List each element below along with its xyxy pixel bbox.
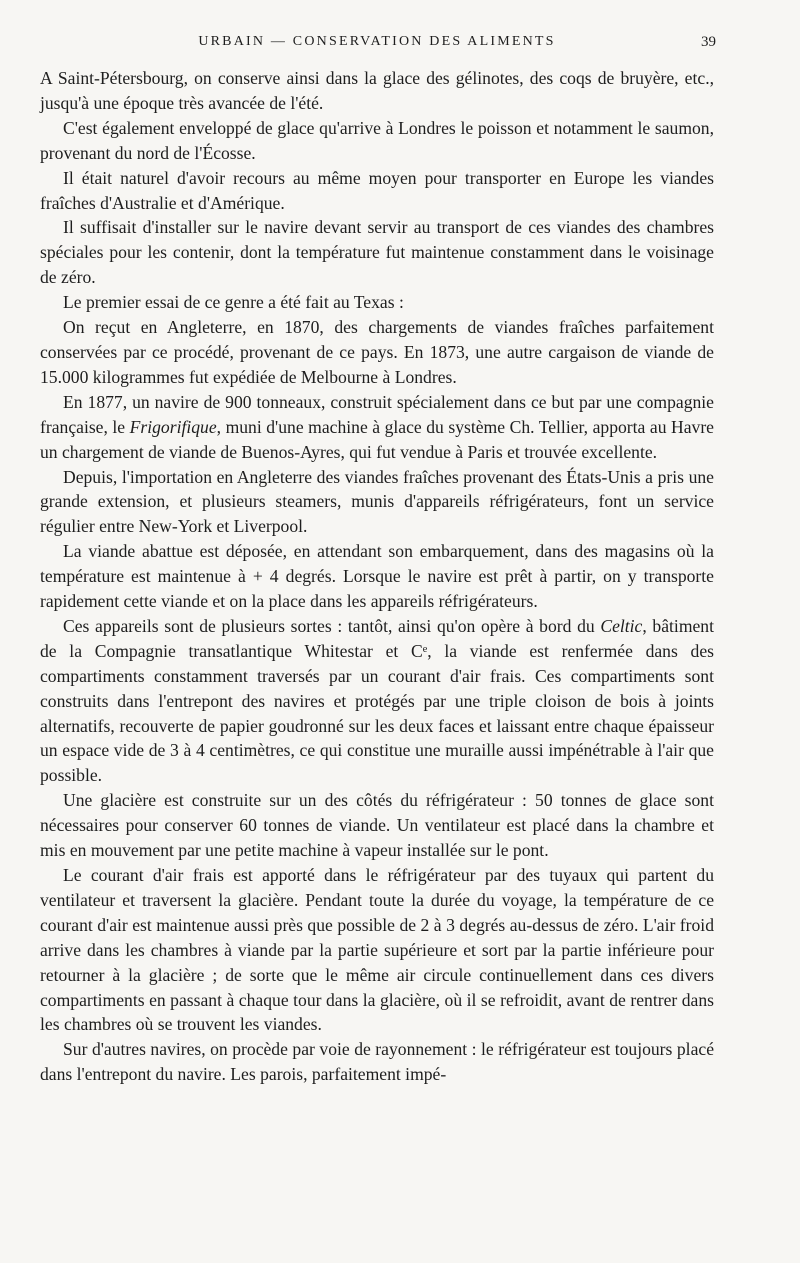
paragraph-text: Il suffisait d'installer sur le navire devant servir au transport de ces viandes des chambres spéciales pour les contenir, dont la température fut maintenue constamment dans le voisinage de zéro. xyxy=(40,217,714,288)
paragraph xyxy=(40,315,714,390)
paragraph-text: On reçut en Angleterre, en 1870, des chargements de viandes fraîches parfaitement conservées par ce procédé, provenant de ce pays. En 1873, une autre cargaison de viande de 15.000 kilogrammes fut expédiée de Melbourne à Londres. xyxy=(40,317,714,387)
paragraph xyxy=(40,215,714,290)
body-text xyxy=(40,66,714,1087)
paragraph xyxy=(40,539,714,614)
page-number: 39 xyxy=(701,34,716,50)
paragraph-text: , bâtiment de la Compagnie transatlantique Whitestar et Cᵉ, la viande est renfermée dans des compartiments constamment traversés par un courant d'air frais. Ces compartiments sont construits dans l'entrepont des navires et protégés par une triple cloison de bois à joints alternatifs, recouverte de papier goudronné sur les deux faces et laissant entre chaque épaisseur un espace vide de 3 à 4 centimètres, ce qui constitue une muraille aussi impénétrable à l'air que possible. xyxy=(40,615,714,786)
paragraph-text: C'est également enveloppé de glace qu'arrive à Londres le poisson et notamment le saumon, provenant du nord de l'Écosse. xyxy=(40,117,714,163)
paragraph-text: Le premier essai de ce genre a été fait au Texas : xyxy=(63,292,404,313)
paragraph-text: Ces appareils sont de plusieurs sortes : tantôt, ainsi qu'on opère à bord du xyxy=(63,615,601,636)
paragraph xyxy=(40,788,714,863)
paragraph-text: A Saint-Pétersbourg, on conserve ainsi dans la glace des gélinotes, des coqs de bruyère, etc., jusqu'à une époque très avancée de l'été. xyxy=(40,68,714,113)
paragraph-text: Le courant d'air frais est apporté dans le réfrigérateur par des tuyaux qui partent du ventilateur et traversent la glacière. Pendant toute la durée du voyage, la température de ce courant d'air est maintenue aussi près que possible de 2 à 3 degrés au-dessus de zéro. L'air froid arrive dans les chambres à viande par la partie supérieure et sort par la partie inférieure pour retourner à la glacière ; de sorte que le même air circule continuellement dans ces divers compartiments en passant à chaque tour dans la glacière, où il se refroidit, avant de rentrer dans les chambres où se trouvent les viandes. xyxy=(40,865,714,1035)
paragraph xyxy=(40,166,714,216)
paragraph xyxy=(40,863,714,1037)
running-header xyxy=(40,34,714,54)
paragraph-text: Une glacière est construite sur un des côtés du réfrigérateur : 50 tonnes de glace sont nécessaires pour conserver 60 tonnes de viande. Un ventilateur est placé dans la chambre et mis en mouvement par une petite machine à vapeur installée sur le pont. xyxy=(40,790,714,861)
ship-name-celtic: Celtic xyxy=(600,615,643,636)
paragraph-text: , muni d'une machine à glace du système Ch. Tellier, apporta au Havre un chargement de viande de Buenos-Ayres, qui fut vendue à Paris et trouvée excellente. xyxy=(40,416,714,462)
ship-name-frigorifique: Frigorifique xyxy=(129,416,217,437)
paragraph-text: Sur d'autres navires, on procède par voie de rayonnement : le réfrigérateur est toujours placé dans l'entrepont du navire. Les parois, parfaitement impé- xyxy=(40,1039,714,1085)
paragraph xyxy=(40,1037,714,1087)
paragraph xyxy=(40,465,714,540)
paragraph-text: La viande abattue est déposée, en attendant son embarquement, dans des magasins où la température est maintenue à + 4 degrés. Lorsque le navire est prêt à partir, on y transporte rapidement cette viande et on la place dans les appareils réfrigérateurs. xyxy=(40,541,714,612)
paragraph-text: Depuis, l'importation en Angleterre des viandes fraîches provenant des États-Unis a pris une grande extension, et plusieurs steamers, munis d'appareils réfrigérateurs, font un service régulier entre New-York et Liverpool. xyxy=(40,466,714,537)
paragraph xyxy=(40,614,714,788)
paragraph xyxy=(40,116,714,166)
paragraph xyxy=(40,390,714,465)
paragraph xyxy=(40,66,714,116)
paragraph xyxy=(40,290,714,315)
header-title: URBAIN — CONSERVATION DES ALIMENTS xyxy=(198,34,556,49)
paragraph-text: En 1877, un navire de 900 tonneaux, construit spécialement dans ce but par une compagnie française, le xyxy=(40,391,714,437)
paragraph-text: Il était naturel d'avoir recours au même moyen pour transporter en Europe les viandes fraîches d'Australie et d'Amérique. xyxy=(40,167,714,213)
